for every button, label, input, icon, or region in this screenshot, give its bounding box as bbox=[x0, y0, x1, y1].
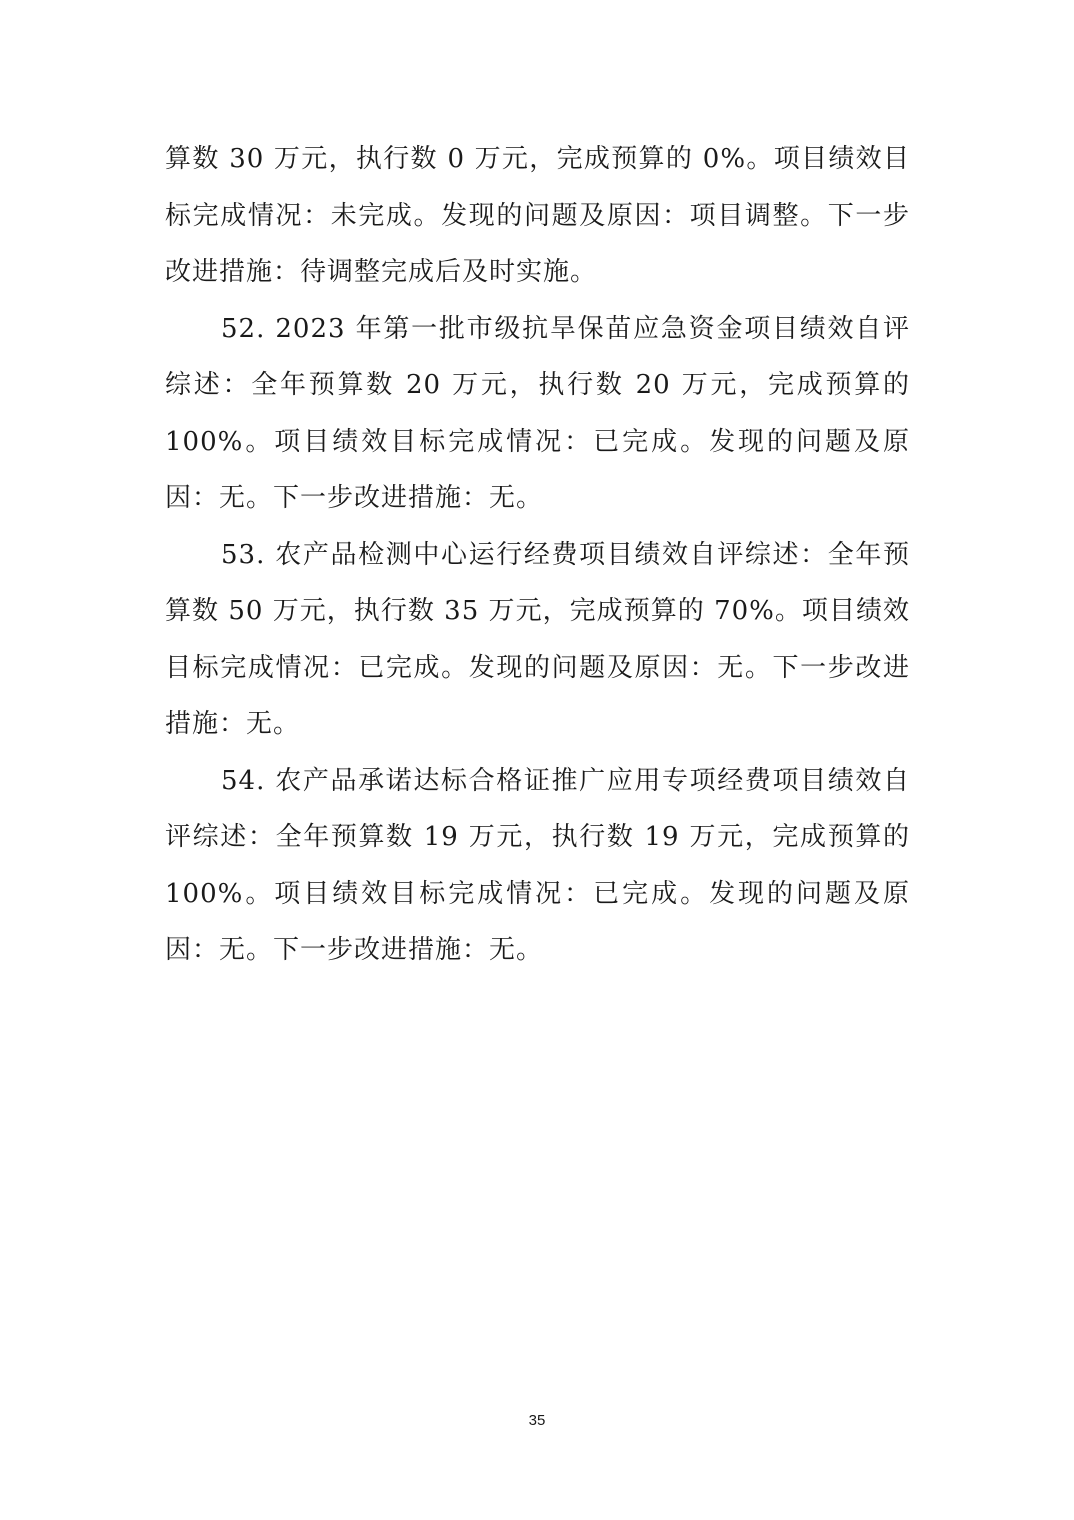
document-body bbox=[165, 131, 910, 979]
paragraph-continued: 算数 30 万元，执行数 0 万元，完成预算的 0%。项目绩效目标完成情况：未完成。发现的问题及原因：项目调整。下一步改进措施：待调整完成后及时实施。 bbox=[165, 144, 910, 287]
page-number: 35 bbox=[528, 1412, 546, 1429]
paragraph-item-53: 53. 农产品检测中心运行经费项目绩效自评综述：全年预算数 50 万元，执行数 35 万元，完成预算的 70%。项目绩效目标完成情况：已完成。发现的问题及原因：无。下一步改进措施：无。 bbox=[165, 539, 910, 739]
paragraph-item-52: 52. 2023 年第一批市级抗旱保苗应急资金项目绩效自评综述：全年预算数 20 万元，执行数 20 万元，完成预算的 100%。项目绩效目标完成情况：已完成。发现的问题及原因：无。下一步改进措施：无。 bbox=[165, 313, 910, 513]
paragraph-item-54: 54. 农产品承诺达标合格证推广应用专项经费项目绩效自评综述：全年预算数 19 万元，执行数 19 万元，完成预算的 100%。项目绩效目标完成情况：已完成。发现的问题及原因：无。下一步改进措施：无。 bbox=[165, 765, 910, 965]
